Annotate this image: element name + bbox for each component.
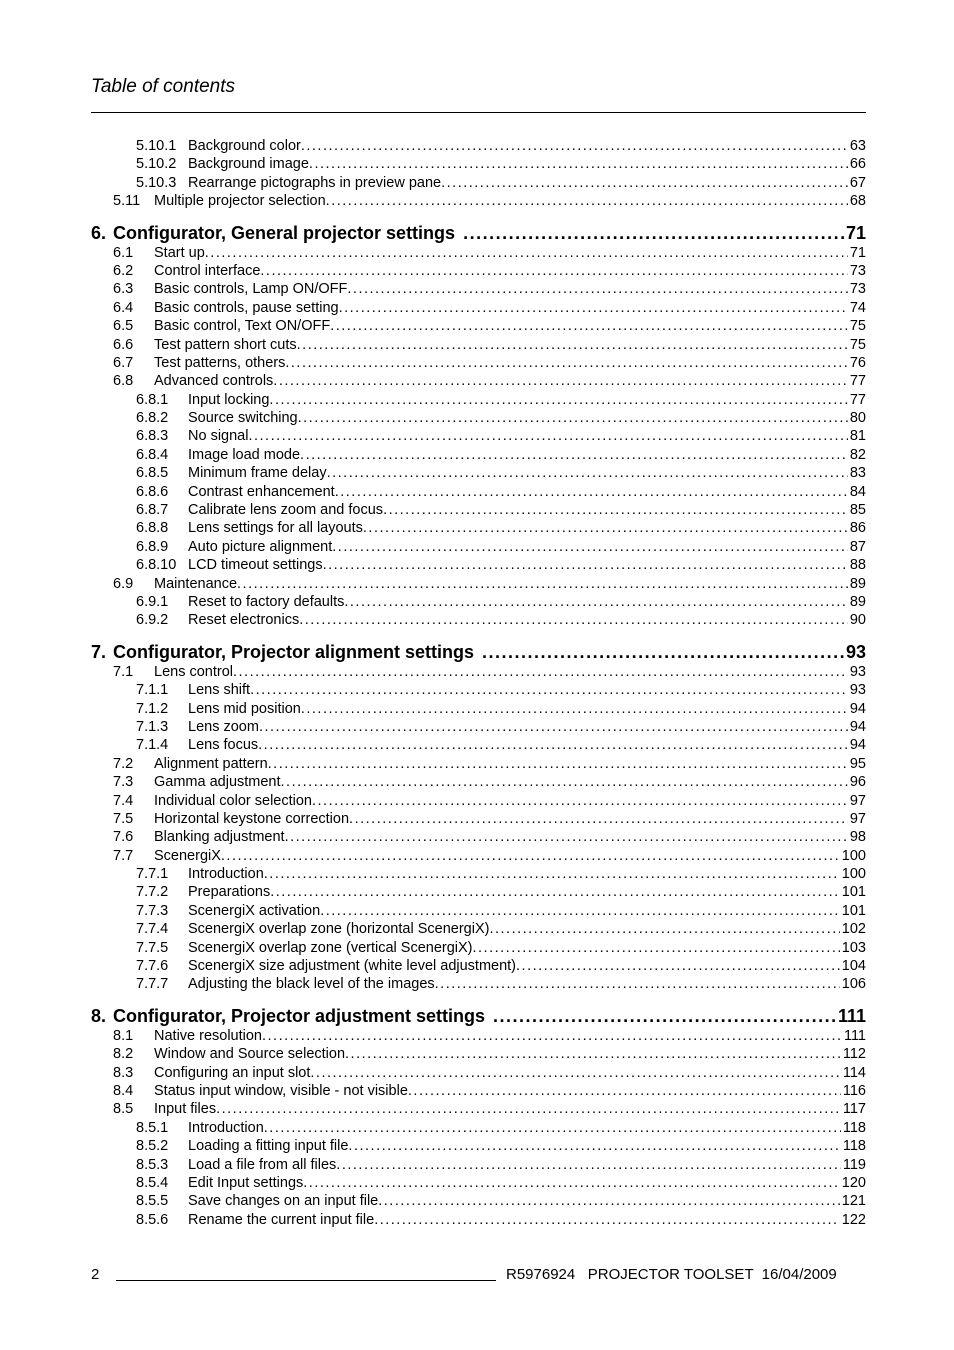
toc-dot-leader	[326, 192, 848, 210]
toc-entry-number: 8.5.5	[136, 1193, 169, 1210]
toc-entry-title: No signal	[188, 428, 249, 445]
toc-dot-leader	[516, 957, 840, 975]
toc-entry[interactable]	[91, 192, 866, 210]
toc-entry-number: 7.7.4	[136, 921, 169, 938]
toc-entry-title: Lens mid position	[188, 700, 301, 717]
toc-entry-number: 7.1.4	[136, 737, 169, 754]
toc-entry-page: 103	[841, 939, 866, 956]
toc-dot-leader	[330, 317, 848, 335]
toc-dot-leader	[463, 222, 844, 244]
toc-dot-leader	[309, 155, 848, 173]
toc-dot-leader	[262, 1027, 842, 1045]
toc-dot-leader	[268, 755, 848, 773]
toc-entry-title: Control interface	[154, 262, 261, 279]
toc-entry-number: 5.10.1	[136, 138, 177, 154]
toc-dot-leader	[336, 1156, 841, 1174]
toc-dot-leader	[303, 1174, 840, 1192]
toc-entry[interactable]	[91, 1119, 866, 1137]
toc-entry-number: 6.8.2	[136, 410, 169, 427]
toc-entry-page: 89	[849, 575, 866, 592]
toc-entry-page: 120	[841, 1174, 866, 1191]
toc-entry-title: Edit Input settings	[188, 1174, 304, 1191]
toc-entry-title: Configuring an input slot	[154, 1064, 311, 1081]
toc-entry[interactable]	[91, 975, 866, 993]
toc-entry-page: 76	[849, 354, 866, 371]
toc-entry-number: 6.7	[113, 354, 134, 371]
toc-entry-number: 8.5.3	[136, 1156, 169, 1173]
toc-chapter-entry[interactable]	[91, 222, 866, 244]
toc-dot-leader	[435, 975, 840, 993]
toc-entry-number: 5.10.3	[136, 174, 177, 191]
toc-entry-number: 7.7.6	[136, 958, 169, 975]
toc-entry-page: 94	[849, 700, 866, 717]
toc-entry-title: Background color	[188, 138, 301, 154]
toc-entry[interactable]	[91, 920, 866, 938]
toc-entry-title: Loading a fitting input file	[188, 1138, 349, 1155]
toc-entry-page: 66	[849, 156, 866, 173]
toc-entry[interactable]	[91, 847, 866, 865]
toc-entry-number: 6.3	[113, 281, 134, 298]
toc-entry-page: 89	[849, 593, 866, 610]
toc-entry-page: 94	[849, 737, 866, 754]
footer-page-number: 2	[91, 1266, 100, 1283]
toc-entry[interactable]	[91, 1156, 866, 1174]
toc-entry-number: 7.2	[113, 755, 134, 772]
toc-dot-leader	[258, 736, 848, 754]
toc-entry-title: Auto picture alignment	[188, 538, 333, 555]
toc-dot-leader	[345, 1045, 841, 1063]
toc-entry-title: Horizontal keystone correction	[154, 810, 350, 827]
toc-entry-title: Preparations	[188, 884, 271, 901]
toc-entry-number: 8.5.1	[136, 1119, 169, 1136]
toc-entry-page: 117	[842, 1101, 866, 1118]
toc-entry-title: Individual color selection	[154, 792, 312, 809]
toc-entry-number: 6.8.4	[136, 446, 169, 463]
toc-entry-number: 6.8.1	[136, 391, 169, 408]
toc-entry-page: 93	[849, 663, 866, 680]
toc-entry-title: Input locking	[188, 391, 270, 408]
toc-entry-page: 97	[849, 792, 866, 809]
toc-entry-number: 8.5.4	[136, 1174, 169, 1191]
toc-dot-leader	[339, 299, 848, 317]
toc-entry[interactable]	[91, 155, 866, 173]
toc-entry-number: 7.6	[113, 829, 134, 846]
toc-entry-number: 6.4	[113, 299, 134, 316]
toc-entry-page: 122	[841, 1211, 866, 1228]
toc-entry-title: Basic controls, pause setting	[154, 299, 339, 316]
toc-entry-number: 6.5	[113, 318, 134, 335]
toc-entry-page: 100	[841, 866, 866, 883]
toc-entry-title: Image load mode	[188, 446, 301, 463]
toc-dot-leader	[301, 700, 848, 718]
toc-entry[interactable]	[91, 957, 866, 975]
toc-entry-title: Multiple projector selection	[154, 193, 326, 210]
toc-entry-number: 6.9	[113, 575, 134, 592]
toc-entry-page: 63	[849, 138, 866, 154]
toc-entry[interactable]	[91, 336, 866, 354]
toc-entry-page: 88	[849, 557, 866, 574]
toc-entry[interactable]	[91, 865, 866, 883]
toc-entry[interactable]	[91, 611, 866, 629]
toc-entry-title: Configurator, Projector adjustment settings	[113, 1005, 486, 1026]
toc-entry-number: 7.4	[113, 792, 134, 809]
toc-entry-page: 98	[849, 829, 866, 846]
toc-dot-leader	[260, 262, 847, 280]
toc-entry-page: 80	[849, 410, 866, 427]
toc-entry-number: 6.8	[113, 373, 134, 390]
toc-entry-number: 6.8.5	[136, 465, 169, 482]
toc-entry[interactable]	[91, 828, 866, 846]
toc-entry-number: 8.	[91, 1005, 107, 1026]
toc-entry[interactable]	[91, 1100, 866, 1118]
toc-entry-title: Blanking adjustment	[154, 829, 285, 846]
toc-entry-number: 7.5	[113, 810, 134, 827]
toc-entry-title: Maintenance	[154, 575, 238, 592]
toc-entry-page: 111	[843, 1027, 866, 1044]
toc-entry-number: 5.10.2	[136, 156, 177, 173]
toc-entry-page: 114	[842, 1064, 866, 1081]
toc-entry-title: Lens settings for all layouts	[188, 520, 363, 537]
toc-entry-page: 96	[849, 774, 866, 791]
toc-dot-leader	[344, 593, 848, 611]
toc-entry-title: Reset electronics	[188, 612, 300, 629]
toc-entry-title: Lens zoom	[188, 718, 259, 735]
toc-entry-title: ScenergiX overlap zone (vertical ScenergiX)	[188, 939, 473, 956]
toc-dot-leader	[363, 519, 848, 537]
toc-dot-leader	[348, 1137, 840, 1155]
toc-entry-title: Configurator, General projector settings	[113, 222, 456, 243]
toc-entry-page: 67	[849, 174, 866, 191]
toc-entry-title: Test pattern short cuts	[154, 336, 297, 353]
toc-entry-title: Save changes on an input file	[188, 1193, 379, 1210]
toc-dot-leader	[482, 641, 844, 663]
toc-entry-title: Status input window, visible - not visible	[154, 1082, 408, 1099]
toc-dot-leader	[374, 1211, 840, 1229]
toc-dot-leader	[259, 718, 848, 736]
toc-entry-title: Introduction	[188, 1119, 264, 1136]
toc-dot-leader	[205, 244, 848, 262]
toc-entry-number: 7.7.7	[136, 976, 169, 993]
toc-entry-page: 112	[842, 1046, 866, 1063]
toc-dot-leader	[335, 483, 848, 501]
toc-entry-page: 93	[845, 641, 866, 662]
toc-entry[interactable]	[91, 792, 866, 810]
toc-entry[interactable]	[91, 372, 866, 390]
toc-entry-number: 7.	[91, 641, 107, 662]
toc-dot-leader	[299, 611, 848, 629]
toc-entry-page: 87	[849, 538, 866, 555]
toc-entry-number: 8.5.6	[136, 1211, 169, 1228]
toc-entry[interactable]	[91, 409, 866, 427]
toc-entry-number: 8.5.2	[136, 1138, 169, 1155]
toc-entry-title: Test patterns, others	[154, 354, 286, 371]
toc-dot-leader	[320, 902, 840, 920]
toc-entry-page: 84	[849, 483, 866, 500]
toc-dot-leader	[310, 1064, 840, 1082]
toc-entry[interactable]	[91, 883, 866, 901]
toc-entry-title: Window and Source selection	[154, 1046, 346, 1063]
toc-entry-number: 6.8.7	[136, 502, 169, 519]
toc-entry[interactable]	[91, 464, 866, 482]
toc-entry-page: 75	[849, 336, 866, 353]
toc-entry[interactable]	[91, 317, 866, 335]
toc-entry-title: Lens shift	[188, 682, 251, 699]
toc-dot-leader	[221, 847, 840, 865]
toc-dot-leader	[312, 792, 848, 810]
toc-dot-leader	[378, 1192, 840, 1210]
toc-entry-number: 6.8.8	[136, 520, 169, 537]
toc-entry-title: ScenergiX overlap zone (horizontal ScenergiX)	[188, 921, 490, 938]
toc-entry-page: 118	[842, 1119, 866, 1136]
toc-dot-leader	[493, 1005, 836, 1027]
toc-entry-page: 68	[849, 193, 866, 210]
toc-entry-title: ScenergiX	[154, 847, 221, 864]
toc-entry-title: Basic controls, Lamp ON/OFF	[154, 281, 348, 298]
toc-entry-number: 6.6	[113, 336, 134, 353]
toc-dot-leader	[489, 920, 839, 938]
toc-entry-title: Advanced controls	[154, 373, 274, 390]
toc-dot-leader	[298, 409, 848, 427]
toc-entry-number: 7.7.2	[136, 884, 169, 901]
toc-dot-leader	[323, 556, 848, 574]
toc-entry-page: 82	[849, 446, 866, 463]
toc-entry-number: 6.8.9	[136, 538, 169, 555]
toc-entry[interactable]	[91, 681, 866, 699]
toc-entry-page: 95	[849, 755, 866, 772]
toc-entry-number: 7.7	[113, 847, 134, 864]
toc-entry-title: Reset to factory defaults	[188, 593, 345, 610]
toc-entry-page: 101	[841, 902, 866, 919]
toc-chapter-entry[interactable]	[91, 1005, 866, 1027]
toc-entry-page: 73	[849, 262, 866, 279]
toc-dot-leader	[285, 354, 847, 372]
toc-entry-number: 8.5	[113, 1101, 134, 1118]
toc-entry[interactable]	[91, 700, 866, 718]
toc-entry[interactable]	[91, 773, 866, 791]
toc-entry-page: 81	[849, 428, 866, 445]
toc-dot-leader	[264, 865, 840, 883]
toc-entry[interactable]	[91, 427, 866, 445]
toc-dot-leader	[441, 174, 848, 192]
toc-entry-number: 6.9.2	[136, 612, 169, 629]
toc-entry[interactable]	[91, 391, 866, 409]
toc-entry[interactable]	[91, 299, 866, 317]
toc-entry-page: 83	[849, 465, 866, 482]
toc-entry-page: 121	[841, 1193, 866, 1210]
toc-entry[interactable]	[91, 1137, 866, 1155]
toc-entry-page: 71	[845, 222, 866, 243]
toc-entry-number: 8.2	[113, 1046, 134, 1063]
toc-entry-number: 7.1.2	[136, 700, 169, 717]
toc-entry-page: 111	[837, 1005, 866, 1026]
toc-entry-page: 119	[842, 1156, 866, 1173]
toc-entry-page: 86	[849, 520, 866, 537]
toc-entry-page: 73	[849, 281, 866, 298]
toc-entry-page: 90	[849, 612, 866, 629]
toc-entry[interactable]	[91, 446, 866, 464]
toc-entry-number: 6.2	[113, 262, 134, 279]
toc-entry-page: 116	[842, 1082, 866, 1099]
toc-dot-leader	[332, 538, 848, 556]
toc-dot-leader	[269, 391, 847, 409]
toc-entry[interactable]	[91, 174, 866, 192]
toc-entry-title: Calibrate lens zoom and focus	[188, 502, 384, 519]
toc-entry-page: 94	[849, 718, 866, 735]
toc-chapter-entry[interactable]	[91, 641, 866, 663]
toc-dot-leader	[408, 1082, 841, 1100]
toc-entry-number: 8.1	[113, 1027, 134, 1044]
toc-entry-title: Gamma adjustment	[154, 774, 281, 791]
toc-entry-number: 7.3	[113, 774, 134, 791]
toc-dot-leader	[270, 883, 840, 901]
toc-entry[interactable]	[91, 575, 866, 593]
toc-entry-title: Background image	[188, 156, 309, 173]
toc-entry-title: Input files	[154, 1101, 217, 1118]
toc-entry-number: 6.8.6	[136, 483, 169, 500]
header-title: Table of contents	[91, 76, 236, 97]
toc-entry-title: ScenergiX size adjustment (white level adjustment)	[188, 958, 517, 975]
toc-dot-leader	[233, 663, 848, 681]
toc-entry-number: 6.	[91, 222, 107, 243]
toc-entry-page: 75	[849, 318, 866, 335]
toc-entry-title: Native resolution	[154, 1027, 262, 1044]
toc-entry-title: Start up	[154, 244, 205, 261]
toc-entry-page: 97	[849, 810, 866, 827]
toc-entry-page: 104	[841, 958, 866, 975]
toc-dot-leader	[300, 446, 848, 464]
toc-entry-number: 6.8.3	[136, 428, 169, 445]
toc-dot-leader	[273, 372, 848, 390]
footer-document-info: R5976924 PROJECTOR TOOLSET 16/04/2009	[506, 1266, 837, 1283]
toc-entry[interactable]	[91, 1027, 866, 1045]
toc-entry-number: 7.1	[113, 663, 134, 680]
toc-entry-page: 77	[849, 391, 866, 408]
toc-entry-number: 8.3	[113, 1064, 134, 1081]
toc-entry-title: Configurator, Projector alignment settings	[113, 641, 475, 662]
toc-entry-title: Load a file from all files	[188, 1156, 337, 1173]
toc-entry[interactable]	[91, 1211, 866, 1229]
toc-entry[interactable]	[91, 736, 866, 754]
toc-entry[interactable]	[91, 755, 866, 773]
header-rule	[91, 112, 866, 113]
toc-entry-page: 106	[841, 976, 866, 993]
toc-dot-leader	[285, 828, 848, 846]
toc-entry[interactable]	[91, 262, 866, 280]
toc-dot-leader	[237, 575, 848, 593]
toc-dot-leader	[281, 773, 848, 791]
toc-dot-leader	[327, 464, 848, 482]
toc-entry-title: Contrast enhancement	[188, 483, 335, 500]
toc-entry[interactable]	[91, 1192, 866, 1210]
toc-entry-page: 100	[841, 847, 866, 864]
toc-entry[interactable]	[91, 1045, 866, 1063]
toc-entry-page: 118	[842, 1138, 866, 1155]
toc-entry-title: LCD timeout settings	[188, 557, 323, 574]
toc-dot-leader	[216, 1100, 841, 1118]
toc-entry-page: 101	[841, 884, 866, 901]
toc-entry-page: 74	[849, 299, 866, 316]
toc-entry-title: Alignment pattern	[154, 755, 268, 772]
toc-entry-number: 5.11	[113, 193, 141, 210]
toc-entry-number: 7.7.3	[136, 902, 169, 919]
toc-entry-title: Lens focus	[188, 737, 259, 754]
toc-entry-page: 71	[849, 244, 866, 261]
toc-entry-title: Adjusting the black level of the images	[188, 976, 435, 993]
toc-dot-leader	[349, 810, 848, 828]
toc-entry-number: 7.7.1	[136, 866, 169, 883]
toc-dot-leader	[383, 501, 848, 519]
toc-entry[interactable]	[91, 1082, 866, 1100]
toc-entry[interactable]	[91, 483, 866, 501]
toc-entry[interactable]	[91, 663, 866, 681]
toc-entry-number: 8.4	[113, 1082, 134, 1099]
toc-entry[interactable]	[91, 810, 866, 828]
toc-entry[interactable]	[91, 593, 866, 611]
toc-entry[interactable]	[91, 718, 866, 736]
toc-entry[interactable]	[91, 902, 866, 920]
toc-entry[interactable]	[91, 556, 866, 574]
toc-dot-leader	[473, 939, 840, 957]
toc-entry-number: 7.1.3	[136, 718, 169, 735]
toc-entry-page: 93	[849, 682, 866, 699]
toc-dot-leader	[301, 137, 848, 155]
toc-entry-title: Rename the current input file	[188, 1211, 375, 1228]
toc-entry-title: Introduction	[188, 866, 264, 883]
toc-entry[interactable]	[91, 280, 866, 298]
toc-entry[interactable]	[91, 519, 866, 537]
toc-entry[interactable]	[91, 1064, 866, 1082]
toc-entry[interactable]	[91, 501, 866, 519]
toc-dot-leader	[347, 280, 847, 298]
toc-dot-leader	[297, 336, 848, 354]
footer-rule	[116, 1280, 496, 1281]
toc-entry-number: 6.9.1	[136, 593, 169, 610]
toc-entry-number: 7.7.5	[136, 939, 169, 956]
toc-entry-number: 6.8.10	[136, 557, 177, 574]
toc-entry-title: Source switching	[188, 410, 298, 427]
toc-entry-page: 102	[841, 921, 866, 938]
table-of-contents	[91, 137, 866, 1229]
toc-entry-title: ScenergiX activation	[188, 902, 321, 919]
toc-entry[interactable]	[91, 244, 866, 262]
toc-entry[interactable]	[91, 354, 866, 372]
toc-dot-leader	[248, 427, 847, 445]
toc-entry-page: 77	[849, 373, 866, 390]
toc-entry-title: Lens control	[154, 663, 233, 680]
toc-entry[interactable]	[91, 1174, 866, 1192]
toc-entry-number: 6.1	[113, 244, 134, 261]
toc-dot-leader	[250, 681, 848, 699]
toc-entry-number: 7.1.1	[136, 682, 169, 699]
toc-entry-page: 85	[849, 502, 866, 519]
toc-entry-title: Minimum frame delay	[188, 465, 327, 482]
toc-entry[interactable]	[91, 939, 866, 957]
toc-entry[interactable]	[91, 538, 866, 556]
toc-entry[interactable]	[91, 137, 866, 155]
toc-dot-leader	[264, 1119, 841, 1137]
toc-entry-title: Basic control, Text ON/OFF	[154, 318, 331, 335]
toc-entry-title: Rearrange pictographs in preview pane	[188, 174, 442, 191]
